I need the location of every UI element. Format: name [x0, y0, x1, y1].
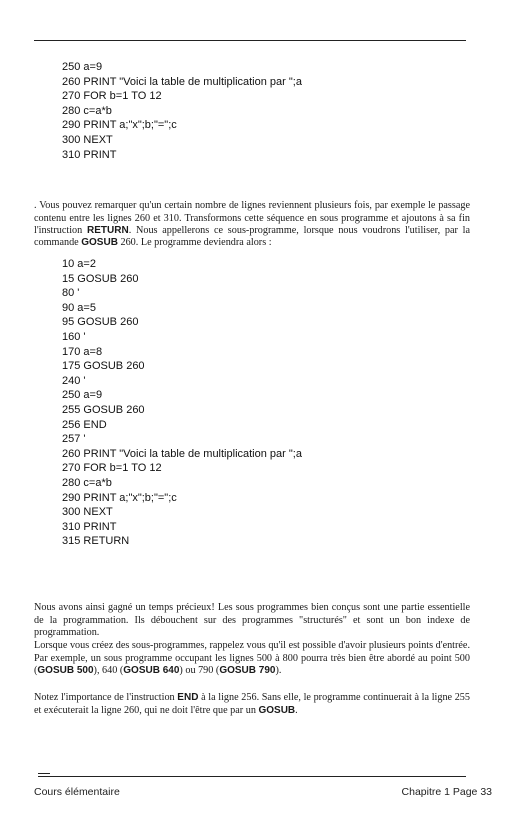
code-line: 270 FOR b=1 TO 12 — [62, 90, 162, 103]
code-line: 290 PRINT a;"x";b;"=";c — [62, 119, 177, 132]
paragraph-entry-points — [34, 640, 470, 677]
code-line: 80 ' — [62, 287, 80, 300]
text: . Vous pouvez remarquer qu'un certain nombre de lignes reviennent plusieurs fois, par exemple le passage contenu entre les lignes 260 et 310. Transformons cette séquence en sous programme et ajoutons à sa fin l'instruction — [34, 200, 470, 236]
code-line: 256 END — [62, 418, 107, 431]
paragraph-end-note — [34, 692, 470, 717]
footer-rule-stub — [38, 773, 50, 774]
code-line: 260 PRINT "Voici la table de multiplication par ";a — [62, 75, 302, 88]
code-line: 10 a=2 — [62, 258, 96, 270]
paragraph-gain — [34, 602, 470, 639]
code-line: 95 GOSUB 260 — [62, 316, 139, 329]
text: ), 640 ( — [93, 665, 124, 676]
text: ). — [275, 665, 282, 676]
header-rule — [34, 40, 466, 41]
code-line: 250 a=9 — [62, 61, 103, 73]
code-line: 170 a=8 — [62, 345, 103, 358]
code-line: 255 GOSUB 260 — [62, 403, 145, 416]
code-line: 315 RETURN — [62, 535, 130, 548]
code-line: 260 PRINT "Voici la table de multiplication par ";a — [62, 447, 302, 460]
text: ) ou 790 ( — [179, 665, 220, 676]
keyword: GOSUB 790 — [219, 665, 276, 676]
text: à la ligne 256. Sans elle, le programme continuerait à la ligne 255 et exécuterait la ligne 260, qui ne doit l'être que par un — [34, 692, 470, 716]
code-line: 90 a=5 — [62, 301, 96, 314]
footer-page-number: Chapitre 1 Page 33 — [401, 786, 492, 798]
footer-book-title: Cours élémentaire — [34, 786, 120, 798]
code-line: 300 NEXT — [62, 506, 113, 519]
code-line: 300 NEXT — [62, 133, 113, 146]
code-line: 290 PRINT a;"x";b;"=";c — [62, 491, 177, 504]
text: Nous avons ainsi gagné un temps précieux! Les sous programmes bien conçus sont une partie essentielle de la programmation. Ils débouchent sur des programmes "structurés" et sont un bon indexe de programmation. — [34, 602, 470, 638]
code-line: 240 ' — [62, 374, 86, 387]
paragraph-intro — [34, 200, 470, 250]
code-line: 310 PRINT — [62, 148, 117, 161]
code-listing-1 — [62, 60, 302, 162]
text: Notez l'importance de l'instruction — [34, 692, 178, 704]
code-listing-2 — [62, 257, 302, 549]
keyword: GOSUB 640 — [123, 665, 180, 676]
code-line: 280 c=a*b — [62, 104, 112, 117]
text: Lorsque vous créez des sous-programmes, rappelez vous qu'il est possible d'avoir plusieurs points d'entrée. Par exemple, un sous programme occupant les lignes 500 à 800 pourra très bien être abordé au point 500 ( — [34, 640, 470, 676]
code-line: 175 GOSUB 260 — [62, 360, 145, 373]
code-line: 280 c=a*b — [62, 476, 112, 489]
code-line: 250 a=9 — [62, 389, 103, 402]
code-line: 15 GOSUB 260 — [62, 272, 139, 285]
keyword: GOSUB 500 — [37, 665, 94, 676]
text: . — [295, 704, 298, 716]
code-line: 160 ' — [62, 330, 86, 343]
text: 260. Le programme deviendra alors : — [117, 237, 272, 249]
keyword: END — [177, 692, 199, 704]
text: . Nous appellerons ce sous-programme, lorsque nous voudrons l'utiliser, par la commande — [34, 225, 471, 249]
footer-rule — [38, 776, 466, 777]
code-line: 310 PRINT — [62, 520, 117, 533]
code-line: 270 FOR b=1 TO 12 — [62, 462, 162, 475]
code-line: 257 ' — [62, 433, 86, 446]
keyword: RETURN — [87, 225, 129, 236]
keyword: GOSUB — [81, 237, 118, 249]
keyword: GOSUB — [258, 704, 296, 716]
